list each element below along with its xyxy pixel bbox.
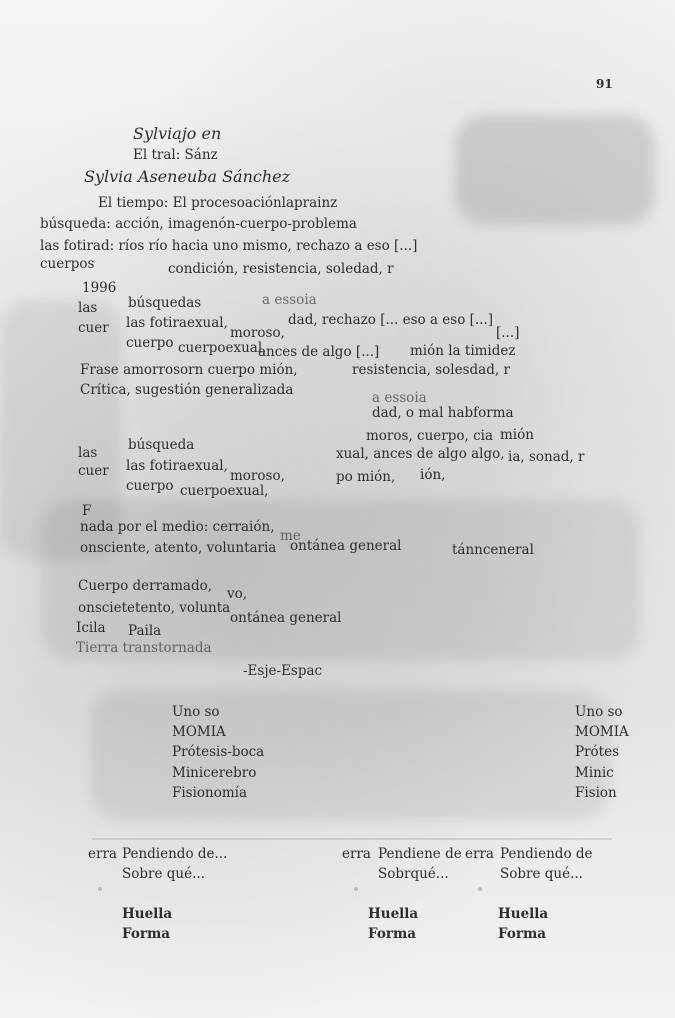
- text-fragment: mión: [500, 427, 534, 443]
- list-item: Uno so: [575, 704, 623, 720]
- text-fragment: ances de algo [...]: [258, 344, 380, 360]
- text-fragment: Paila: [128, 623, 162, 639]
- text-fragment: cuerpoexual,: [178, 340, 267, 356]
- text-fragment: Pendiendo de: [500, 846, 593, 862]
- list-item: MOMIA: [172, 724, 226, 740]
- text-fragment: las fotiraexual,: [126, 315, 228, 331]
- page-number: 91: [596, 77, 613, 91]
- text-fragment: Sobrqué...: [378, 866, 449, 882]
- text-line: onsciente, atento, voluntaria: [80, 540, 277, 556]
- text-fragment: Pendiendo de...: [122, 846, 228, 862]
- divider: [92, 838, 612, 840]
- text-fragment: ontánea general: [230, 610, 342, 626]
- text-fragment: cuerpo: [126, 335, 174, 351]
- text-fragment: po mión,: [336, 469, 396, 485]
- text-fragment: moros, cuerpo, cia: [366, 428, 493, 444]
- list-item: MOMIA: [575, 724, 629, 740]
- text-line: las fotirad: ríos río hacia uno mismo, rechazo a eso [...]: [40, 238, 418, 254]
- scan-smudge: [455, 115, 655, 225]
- text-fragment: Icila: [76, 620, 106, 636]
- text-fragment: Huella: [122, 906, 173, 922]
- text-fragment: Forma: [122, 926, 170, 942]
- text-fragment: cuer: [78, 463, 109, 479]
- text-fragment: erra: [465, 846, 494, 862]
- text-fragment: las: [78, 300, 98, 316]
- text-fragment: [...]: [496, 325, 520, 341]
- bullet-dot: [98, 887, 102, 891]
- text-fragment: vo,: [227, 586, 248, 602]
- text-fragment: F: [82, 503, 92, 519]
- text-fragment: cuerpo: [126, 478, 174, 494]
- text-fragment: las: [78, 445, 98, 461]
- list-item: Minic: [575, 765, 614, 781]
- year: 1996: [82, 280, 117, 296]
- text-fragment: cuerpoexual,: [180, 483, 269, 499]
- text-fragment: resistencia, solesdad, r: [352, 362, 510, 378]
- text-fragment: Sobre qué...: [122, 866, 205, 882]
- bullet-dot: [354, 887, 358, 891]
- text-fragment: dad, rechazo [... eso a eso [...]: [288, 312, 494, 328]
- list-item: Fision: [575, 785, 617, 801]
- text-fragment: me: [280, 528, 301, 544]
- scan-smudge: [90, 690, 610, 820]
- text-fragment: Forma: [368, 926, 416, 942]
- text-line: Cuerpo derramado,: [78, 578, 213, 594]
- text-fragment: búsquedas: [128, 295, 202, 311]
- text-fragment: -Esje-Espac: [243, 663, 323, 679]
- list-item: Uno so: [172, 704, 220, 720]
- text-fragment: Huella: [498, 906, 549, 922]
- text-line: Frase amorrosorn cuerpo mión,: [80, 362, 298, 378]
- text-line: onscietetento, volunta: [78, 600, 231, 616]
- list-item: Prótesis-boca: [172, 744, 265, 760]
- header-line: El tral: Sánz: [133, 147, 218, 163]
- text-fragment: a essoia: [372, 390, 427, 406]
- list-item: Fisionomía: [172, 785, 248, 801]
- text-fragment: moroso,: [230, 468, 285, 484]
- list-item: Prótes: [575, 744, 620, 760]
- text-line: cuerpos: [40, 256, 95, 272]
- text-fragment: dad, o mal habforma: [372, 405, 514, 421]
- text-fragment: moroso,: [230, 325, 285, 341]
- text-fragment: cuer: [78, 320, 109, 336]
- text-line: búsqueda: acción, imagenón-cuerpo-problema: [40, 216, 357, 232]
- text-line: Crítica, sugestión generalizada: [80, 382, 294, 398]
- text-fragment: búsqueda: [128, 437, 195, 453]
- bullet-dot: [478, 887, 482, 891]
- page-title: Sylvia Aseneuba Sánchez: [84, 167, 291, 186]
- text-fragment: ión,: [420, 467, 446, 483]
- text-line: Tierra transtornada: [76, 640, 212, 656]
- text-fragment: ontánea general: [290, 538, 402, 554]
- text-fragment: Pendiene de: [378, 846, 462, 862]
- text-fragment: las fotiraexual,: [126, 458, 228, 474]
- text-fragment: erra: [88, 846, 117, 862]
- text-fragment: ia, sonad, r: [508, 449, 585, 465]
- header-line: Sylviajo en: [133, 124, 222, 143]
- text-fragment: a essoia: [262, 292, 317, 308]
- text-fragment: erra: [342, 846, 371, 862]
- text-line: El tiempo: El procesoaciónlaprainz: [98, 195, 338, 211]
- text-line: nada por el medio: cerraión,: [80, 519, 275, 535]
- text-fragment: Sobre qué...: [500, 866, 583, 882]
- text-fragment: xual, ances de algo algo,: [336, 446, 505, 462]
- text-fragment: Forma: [498, 926, 546, 942]
- text-fragment: mión la timidez: [410, 343, 516, 359]
- list-item: Minicerebro: [172, 765, 257, 781]
- text-fragment: tánnceneral: [452, 542, 534, 558]
- text-fragment: Huella: [368, 906, 419, 922]
- text-line: condición, resistencia, soledad, r: [168, 261, 394, 277]
